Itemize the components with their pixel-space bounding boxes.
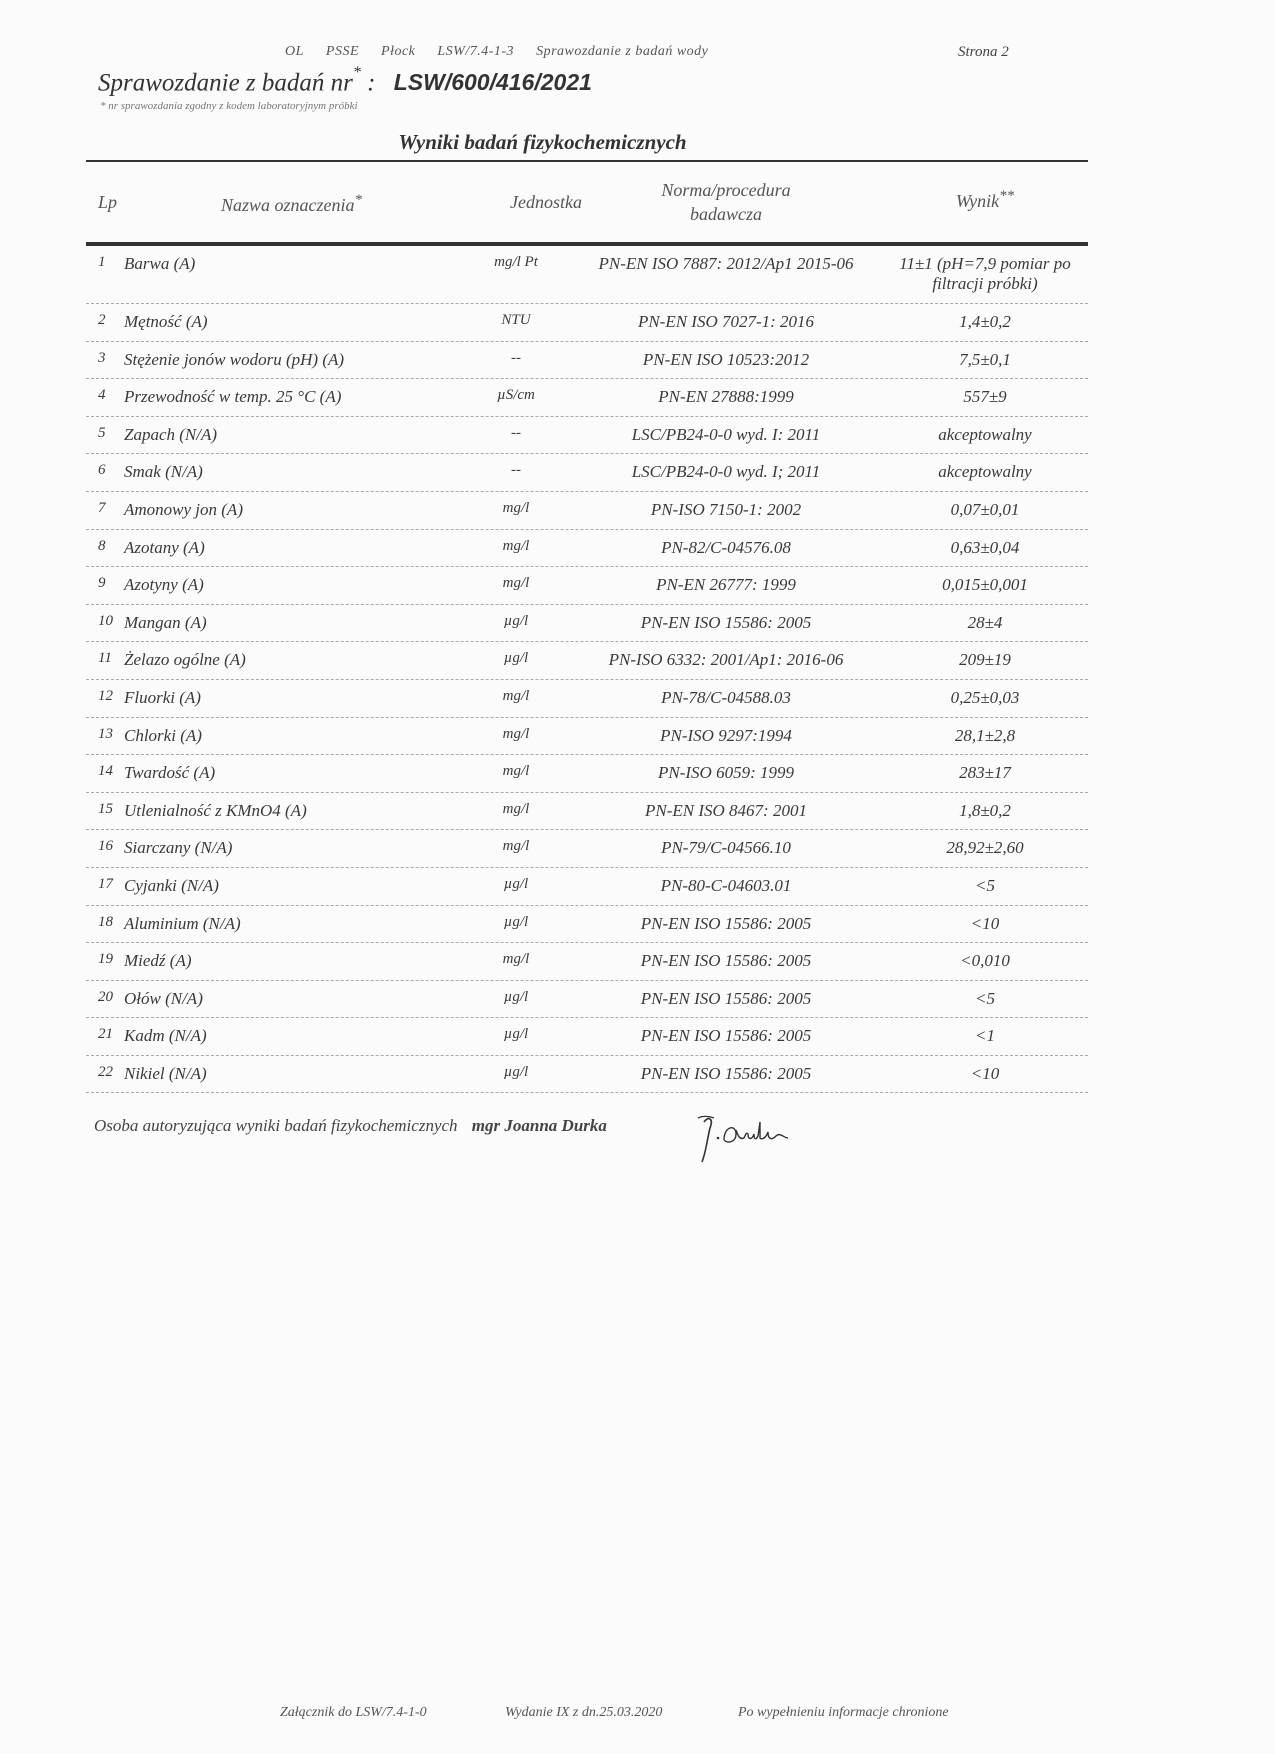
row-lp: 1	[98, 254, 106, 270]
row-name: Fluorki (A)	[124, 687, 201, 707]
row-name: Zapach (N/A)	[124, 424, 218, 444]
row-norm: LSC/PB24-0-0 wyd. I; 2011	[631, 462, 821, 482]
row-lp: 9	[98, 575, 106, 592]
row-result: <1	[975, 1026, 995, 1046]
col-result-text: Wynik	[955, 191, 1000, 211]
report-number: LSW/600/416/2021	[393, 69, 592, 96]
row-result: 1,8±0,2	[959, 800, 1011, 820]
signature-image	[690, 1108, 810, 1168]
row-result: <5	[975, 988, 995, 1008]
row-result: <5	[975, 875, 995, 895]
section-title	[0, 130, 1275, 155]
row-lp: 12	[98, 687, 113, 704]
row-name: Miedź (A)	[124, 951, 192, 971]
row-result: 28±4	[967, 612, 1003, 632]
header-meta-city: Płock	[381, 44, 416, 59]
row-norm: PN-EN 26777: 1999	[656, 575, 796, 595]
row-name: Stężenie jonów wodoru (pH) (A)	[124, 349, 345, 369]
row-name: Azotany (A)	[124, 537, 205, 557]
table-row	[86, 718, 1088, 756]
row-result: 28,1±2,8	[954, 725, 1016, 745]
row-name: Aluminium (N/A)	[124, 913, 241, 933]
row-lp: 8	[98, 537, 106, 554]
row-norm: PN-EN ISO 15586: 2005	[640, 612, 812, 632]
row-result: <10	[970, 1063, 1000, 1083]
table-row	[86, 755, 1088, 793]
row-name: Mangan (A)	[124, 612, 207, 632]
row-unit: --	[511, 424, 521, 441]
col-result	[882, 188, 1088, 212]
row-name: Żelazo ogólne (A)	[124, 650, 246, 670]
report-title-star: *	[352, 64, 361, 81]
row-norm: PN-ISO 6332: 2001/Ap1: 2016-06	[608, 650, 844, 670]
row-name: Utlenialność z KMnO4 (A)	[124, 800, 307, 820]
row-norm: PN-80-C-04603.01	[660, 875, 792, 895]
row-unit: mg/l	[502, 951, 530, 968]
row-name: Kadm (N/A)	[124, 1026, 207, 1046]
row-unit: --	[511, 349, 521, 366]
row-norm: PN-ISO 9297:1994	[660, 725, 792, 745]
row-name: Amonowy jon (A)	[124, 499, 243, 519]
row-unit: mg/l	[502, 537, 530, 554]
row-result: 0,07±0,01	[950, 499, 1020, 519]
table-row	[86, 1018, 1088, 1056]
row-norm: PN-82/C-04576.08	[661, 537, 791, 557]
row-name: Twardość (A)	[124, 763, 216, 783]
row-result: 557±9	[963, 387, 1007, 407]
header-meta-unit: PSSE	[325, 44, 360, 59]
report-title-prefix: Sprawozdanie z badań nr	[98, 69, 353, 97]
row-result: 283±17	[959, 763, 1011, 783]
row-result: <10	[970, 913, 1000, 933]
table-body	[86, 246, 1088, 1093]
row-name: Cyjanki (N/A)	[124, 875, 219, 895]
row-unit: µg/l	[503, 612, 529, 629]
footer-confidentiality: Po wypełnieniu informacje chronione	[738, 1705, 949, 1720]
col-name-text: Nazwa oznaczenia	[221, 195, 355, 215]
header-meta-doc-type: Sprawozdanie z badań wody	[536, 44, 709, 59]
row-lp: 10	[98, 612, 113, 629]
row-unit: µg/l	[503, 1063, 529, 1080]
row-result: 11±1 (pH=7,9 pomiar po filtracji próbki)	[899, 254, 1071, 293]
table-row	[86, 567, 1088, 605]
row-lp: 15	[98, 800, 113, 817]
row-lp: 18	[98, 913, 113, 930]
row-name: Siarczany (N/A)	[124, 838, 233, 858]
row-lp: 20	[98, 988, 113, 1005]
table-row	[86, 605, 1088, 643]
row-name: Mętność (A)	[124, 312, 208, 331]
row-unit: µg/l	[503, 1026, 529, 1043]
row-norm: PN-EN ISO 15586: 2005	[640, 913, 812, 933]
table-row	[86, 981, 1088, 1019]
header-meta-lab: OL	[285, 44, 304, 59]
row-norm: PN-ISO 7150-1: 2002	[650, 499, 802, 519]
row-result: 7,5±0,1	[959, 349, 1011, 369]
row-unit: µS/cm	[497, 387, 535, 404]
row-unit: mg/l Pt	[494, 254, 538, 270]
table-row	[86, 943, 1088, 981]
row-lp: 16	[98, 838, 113, 855]
row-unit: --	[511, 462, 521, 479]
row-norm: PN-EN ISO 7887: 2012/Ap1 2015-06	[598, 254, 854, 273]
authorization	[94, 1116, 607, 1136]
row-norm: PN-EN ISO 15586: 2005	[640, 988, 812, 1008]
row-lp: 17	[98, 875, 113, 892]
row-norm: PN-78/C-04588.03	[661, 687, 791, 707]
row-unit: µg/l	[503, 988, 529, 1005]
row-norm: PN-EN ISO 7027-1: 2016	[637, 312, 815, 331]
row-norm: LSC/PB24-0-0 wyd. I: 2011	[631, 424, 821, 444]
row-unit: µg/l	[503, 875, 529, 892]
row-name: Nikiel (N/A)	[124, 1063, 207, 1083]
report-title	[98, 64, 592, 97]
table-row	[86, 417, 1088, 455]
col-name	[221, 192, 362, 216]
row-name: Azotyny (A)	[124, 575, 204, 595]
row-lp: 4	[98, 387, 106, 404]
row-norm: PN-EN 27888:1999	[658, 387, 794, 407]
header-meta	[285, 44, 726, 60]
row-norm: PN-EN ISO 15586: 2005	[640, 1026, 812, 1046]
row-norm: PN-EN ISO 15586: 2005	[640, 1063, 812, 1083]
footer-edition: Wydanie IX z dn.25.03.2020	[505, 1705, 663, 1720]
page-number: Strona 2	[958, 44, 1009, 60]
row-lp: 3	[98, 349, 106, 366]
table-header	[86, 158, 1088, 242]
row-result: 209±19	[959, 650, 1011, 670]
col-name-star: *	[354, 192, 363, 208]
table-row	[86, 246, 1088, 304]
row-lp: 14	[98, 763, 113, 780]
row-result: 28,92±2,60	[946, 838, 1024, 858]
authorization-label: Osoba autoryzująca wyniki badań fizykochemicznych	[94, 1116, 458, 1135]
row-norm: PN-EN ISO 8467: 2001	[645, 800, 807, 820]
row-unit: NTU	[501, 312, 531, 328]
table-row	[86, 304, 1088, 342]
row-lp: 11	[98, 650, 112, 667]
row-unit: mg/l	[502, 687, 530, 704]
row-lp: 2	[98, 312, 106, 328]
authorizing-person: mgr Joanna Durka	[471, 1116, 607, 1135]
row-lp: 13	[98, 725, 113, 742]
section-title-text: Wyniki badań fizykochemicznych	[398, 130, 687, 154]
row-name: Chlorki (A)	[124, 725, 202, 745]
row-lp: 6	[98, 462, 106, 479]
header-meta-form-code: LSW/7.4-1-3	[437, 44, 515, 59]
row-result: 0,015±0,001	[942, 575, 1028, 595]
row-unit: mg/l	[502, 725, 530, 742]
row-lp: 7	[98, 499, 106, 516]
row-result: akceptowalny	[938, 462, 1032, 482]
table-row	[86, 906, 1088, 944]
row-lp: 21	[98, 1026, 113, 1043]
row-norm: PN-ISO 6059: 1999	[658, 763, 794, 783]
row-unit: mg/l	[502, 575, 530, 592]
col-result-star: **	[999, 188, 1015, 204]
row-result: 1,4±0,2	[959, 312, 1011, 331]
col-lp: Lp	[98, 192, 118, 212]
footer-attachment: Załącznik do LSW/7.4-1-0	[280, 1705, 427, 1720]
table-row	[86, 830, 1088, 868]
row-norm: PN-EN ISO 15586: 2005	[640, 951, 812, 971]
row-lp: 19	[98, 951, 113, 968]
row-name: Ołów (N/A)	[124, 988, 203, 1008]
col-unit: Jednostka	[510, 192, 582, 212]
row-name: Barwa (A)	[124, 254, 196, 273]
table-row	[86, 492, 1088, 530]
results-table	[86, 158, 1088, 1093]
row-name: Przewodność w temp. 25 °C (A)	[124, 387, 342, 407]
row-norm: PN-79/C-04566.10	[661, 838, 791, 858]
table-row	[86, 530, 1088, 568]
row-result: 0,25±0,03	[950, 687, 1020, 707]
table-row	[86, 868, 1088, 906]
row-unit: mg/l	[502, 800, 530, 817]
row-result: <0,010	[960, 951, 1010, 971]
row-norm: PN-EN ISO 10523:2012	[642, 349, 810, 369]
row-lp: 22	[98, 1063, 113, 1080]
report-number-note: * nr sprawozdania zgodny z kodem laboratoryjnym próbki	[100, 100, 358, 112]
table-row	[86, 642, 1088, 680]
row-unit: mg/l	[502, 838, 530, 855]
row-result: 0,63±0,04	[950, 537, 1020, 557]
table-row	[86, 1056, 1088, 1094]
row-name: Smak (N/A)	[124, 462, 203, 482]
row-unit: µg/l	[503, 650, 529, 667]
table-row	[86, 680, 1088, 718]
col-norm: Norma/procedura badawcza	[661, 180, 791, 224]
table-row	[86, 342, 1088, 380]
row-unit: µg/l	[503, 913, 529, 930]
row-unit: mg/l	[502, 499, 530, 516]
report-title-separator: :	[367, 69, 376, 97]
table-row	[86, 379, 1088, 417]
table-row	[86, 793, 1088, 831]
row-lp: 5	[98, 424, 106, 441]
table-row	[86, 454, 1088, 492]
row-unit: mg/l	[502, 763, 530, 780]
row-result: akceptowalny	[938, 424, 1032, 444]
